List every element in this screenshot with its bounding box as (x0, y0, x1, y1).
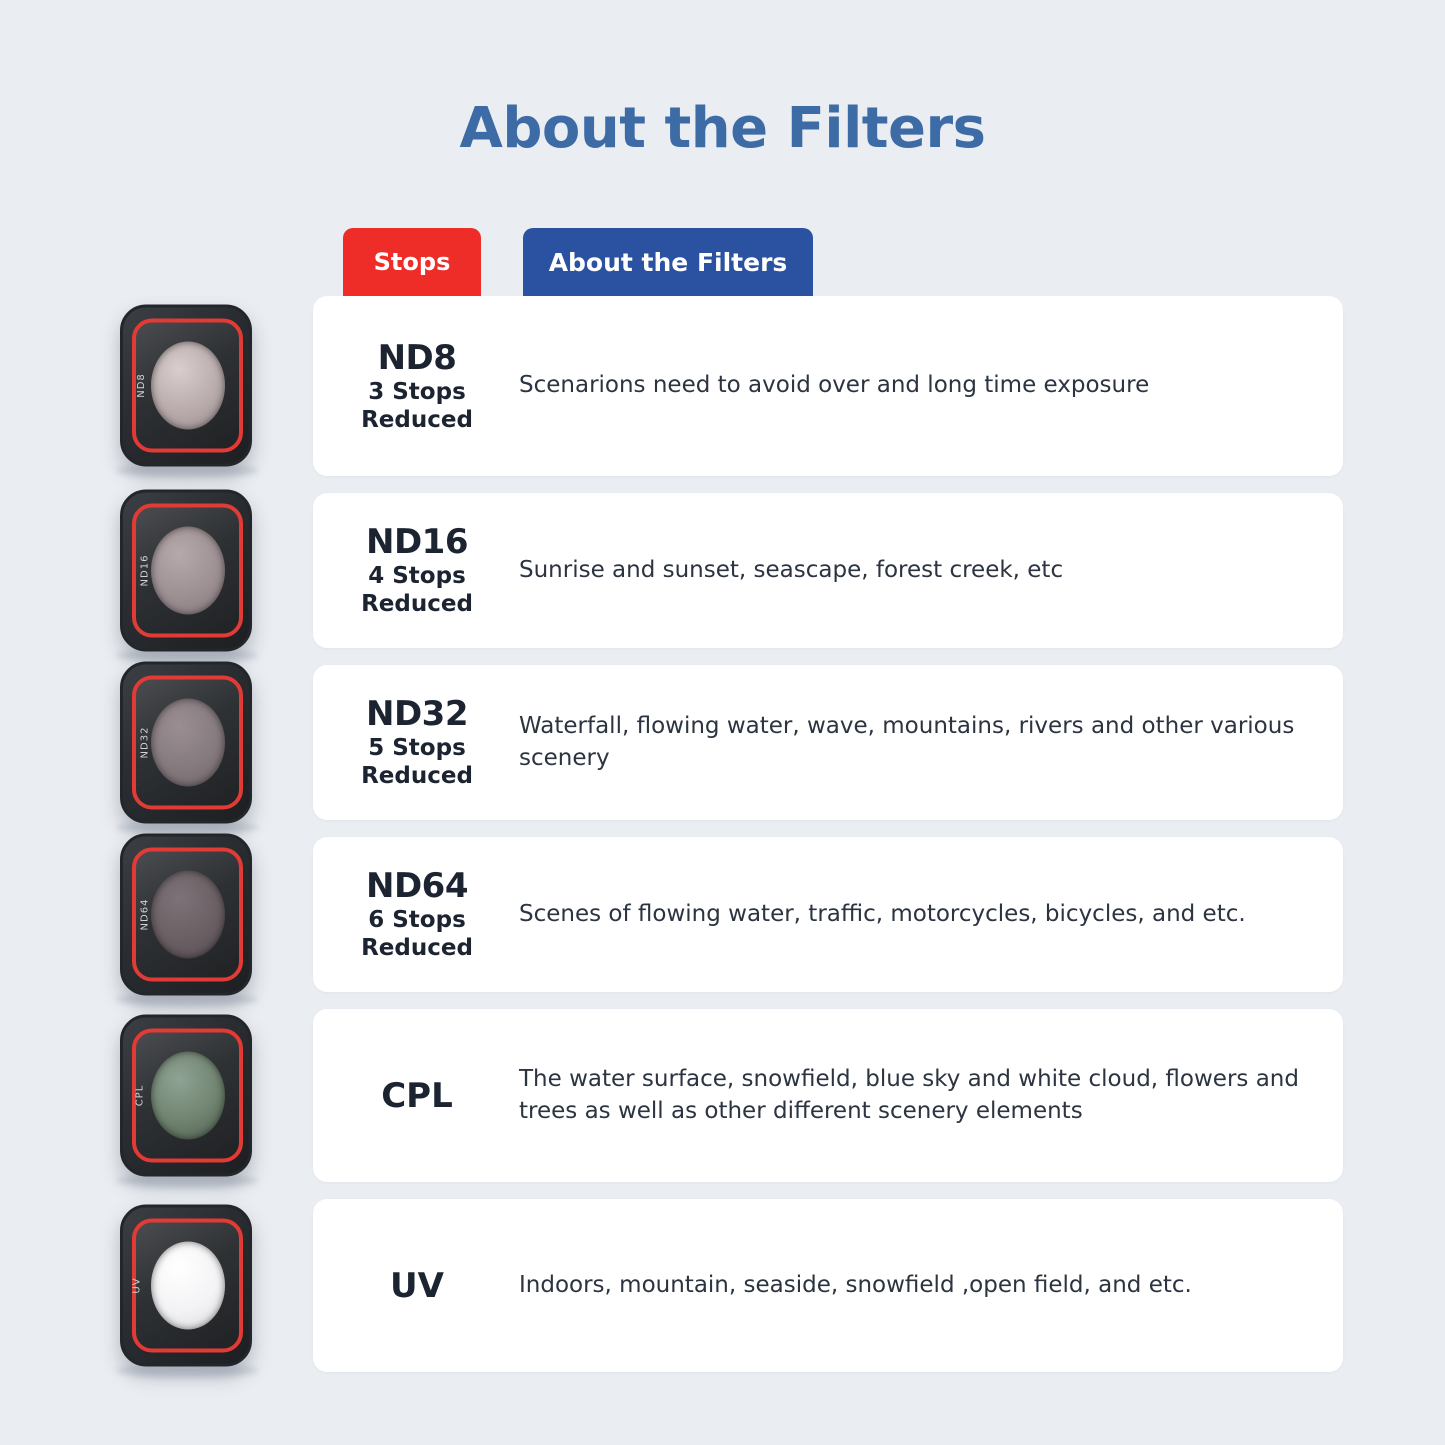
filter-description: The water surface, snowfield, blue sky and white cloud, flowers and trees as well as other different scenery elements (519, 1066, 1299, 1124)
filter-body (120, 1204, 252, 1366)
filter-engraving-label: ND64 (139, 898, 151, 930)
filter-name: ND32 (366, 694, 468, 735)
filter-stops: 5 Stops (368, 735, 466, 762)
filter-glass (151, 698, 225, 786)
stops-cell (313, 695, 511, 790)
filter-reduced: Reduced (361, 935, 473, 962)
filter-name: ND8 (377, 337, 457, 378)
filter-product-image-nd16 (98, 483, 273, 658)
filter-description: Sunrise and sunset, seascape, forest creek, etc (519, 556, 1064, 583)
table-row (134, 1009, 1343, 1182)
filter-glass (151, 342, 225, 430)
filter-body (120, 1014, 252, 1176)
filter-engraving-label: UV (131, 1276, 143, 1294)
filter-name: ND16 (366, 522, 468, 563)
stops-cell (313, 1076, 511, 1116)
filter-name: CPL (381, 1075, 453, 1116)
table-header (343, 228, 813, 296)
filter-product-image-nd32 (98, 655, 273, 830)
filter-product-image-nd8 (98, 299, 273, 474)
filter-product-image-nd64 (98, 827, 273, 1002)
filter-glass (151, 1051, 225, 1139)
filter-product-image-cpl (98, 1008, 273, 1183)
stops-cell (313, 339, 511, 434)
filter-description: Scenarions need to avoid over and long time exposure (519, 372, 1150, 399)
filter-body (120, 661, 252, 823)
filter-stops: 4 Stops (368, 563, 466, 590)
filter-reduced: Reduced (361, 406, 473, 433)
stops-cell (313, 867, 511, 962)
filter-ring (132, 1028, 243, 1162)
filter-body (120, 833, 252, 995)
filter-name: UV (390, 1265, 444, 1306)
filter-glass (151, 870, 225, 958)
filter-name: ND64 (366, 866, 468, 907)
table-row (139, 493, 1343, 648)
filter-engraving-label: ND8 (135, 373, 147, 398)
table-row (131, 1199, 1343, 1372)
page-title: About the Filters (459, 96, 986, 161)
filter-body (120, 489, 252, 651)
filters-table (131, 296, 1343, 1389)
filter-stops: 6 Stops (368, 907, 466, 934)
table-row (139, 837, 1343, 992)
filter-product-image-uv (98, 1198, 273, 1373)
table-row (135, 296, 1343, 476)
stops-cell (313, 523, 511, 618)
filter-stops: 3 Stops (368, 378, 466, 405)
filter-engraving-label: ND32 (139, 726, 151, 758)
filter-description: Indoors, mountain, seaside, snowfield ,open field, and etc. (519, 1271, 1192, 1298)
filter-ring (132, 319, 243, 453)
filter-glass (151, 1241, 225, 1329)
filter-glass (151, 526, 225, 614)
filter-reduced: Reduced (361, 763, 473, 790)
filter-description: Scenes of flowing water, traffic, motorcycles, bicycles, and etc. (519, 900, 1246, 927)
column-header-stops: Stops (343, 228, 481, 296)
filter-ring (132, 1218, 243, 1352)
stops-cell (313, 1266, 511, 1306)
filter-reduced: Reduced (361, 591, 473, 618)
column-header-about: About the Filters (523, 228, 813, 296)
filter-body (120, 305, 252, 467)
filter-engraving-label: CPL (134, 1084, 146, 1106)
filter-description: Waterfall, flowing water, wave, mountains, rivers and other various scenery (519, 713, 1295, 771)
table-row (139, 665, 1343, 820)
filter-engraving-label: ND16 (139, 554, 151, 586)
